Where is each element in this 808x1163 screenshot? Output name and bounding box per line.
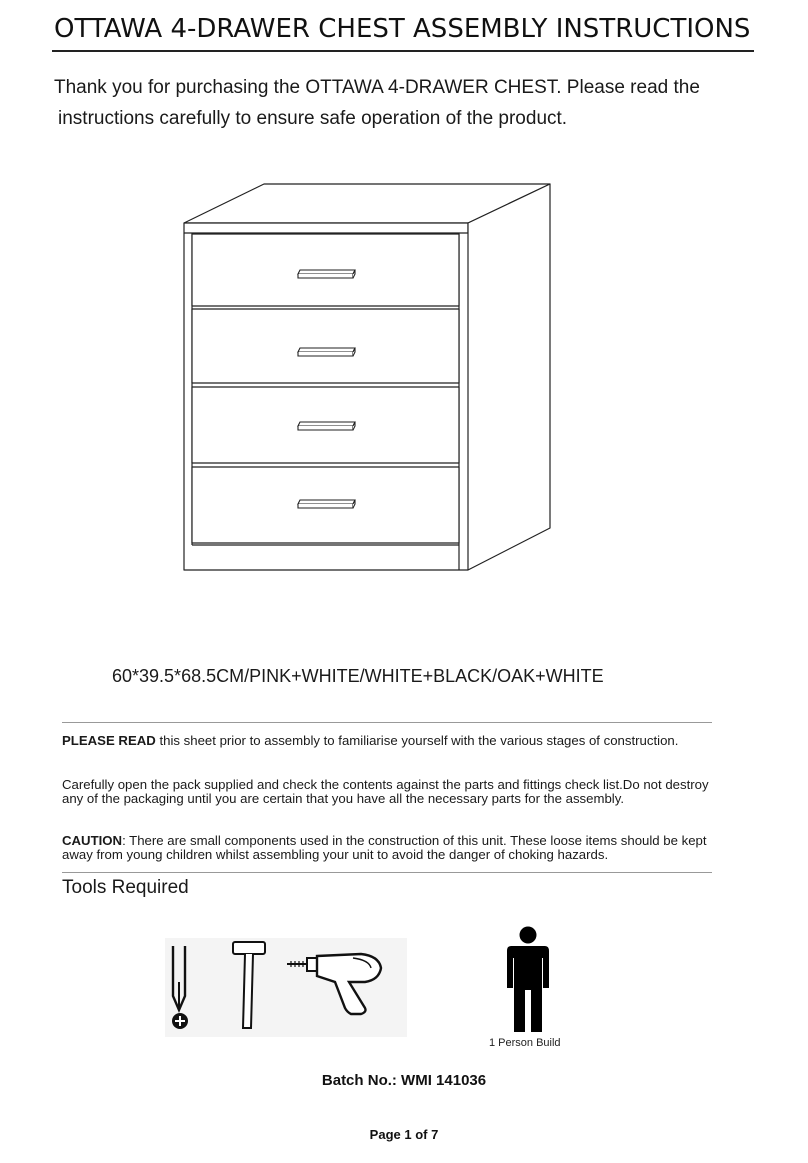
intro-text — [54, 72, 774, 134]
chest-illustration — [170, 178, 560, 578]
person-icon — [506, 926, 550, 1034]
caution-bold: CAUTION — [62, 833, 123, 848]
tools-heading: Tools Required — [62, 877, 189, 898]
please-read-bold: PLEASE READ — [62, 733, 156, 748]
divider-bottom — [62, 872, 712, 873]
product-dimensions: 60*39.5*68.5CM/PINK+WHITE/WHITE+BLACK/OAK+WHITE — [112, 666, 604, 686]
check-contents-paragraph: Carefully open the pack supplied and check the contents against the parts and fittings check list.Do not destroy any of the packaging until you are certain that you have all the necessary parts for the assembly. — [62, 777, 709, 806]
please-read-paragraph — [62, 734, 717, 748]
person-build-label: 1 Person Build — [489, 1037, 561, 1049]
caution-paragraph — [62, 834, 717, 862]
screwdriver-icon — [172, 946, 188, 1029]
drill-icon — [287, 954, 381, 1014]
batch-number: Batch No.: WMI 141036 — [321, 1072, 487, 1089]
please-read-text: this sheet prior to assembly to familiarise yourself with the various stages of construction. — [155, 733, 679, 748]
divider-top — [62, 722, 712, 723]
caution-text: : There are small components used in the construction of this unit. These loose items should be kept away from young children whilst assembling your unit to avoid the danger of choking hazards. — [62, 833, 707, 862]
intro-line-1: Thank you for purchasing the OTTAWA 4-DRAWER CHEST. Please read the — [54, 77, 700, 98]
document-title: OTTAWA 4-DRAWER CHEST ASSEMBLY INSTRUCTIONS — [54, 14, 751, 44]
page-number: Page 1 of 7 — [369, 1127, 439, 1142]
title-underline — [52, 50, 754, 52]
hammer-icon — [233, 942, 265, 1028]
intro-line-2: instructions carefully to ensure safe operation of the product. — [58, 108, 568, 129]
tools-panel — [165, 938, 407, 1037]
